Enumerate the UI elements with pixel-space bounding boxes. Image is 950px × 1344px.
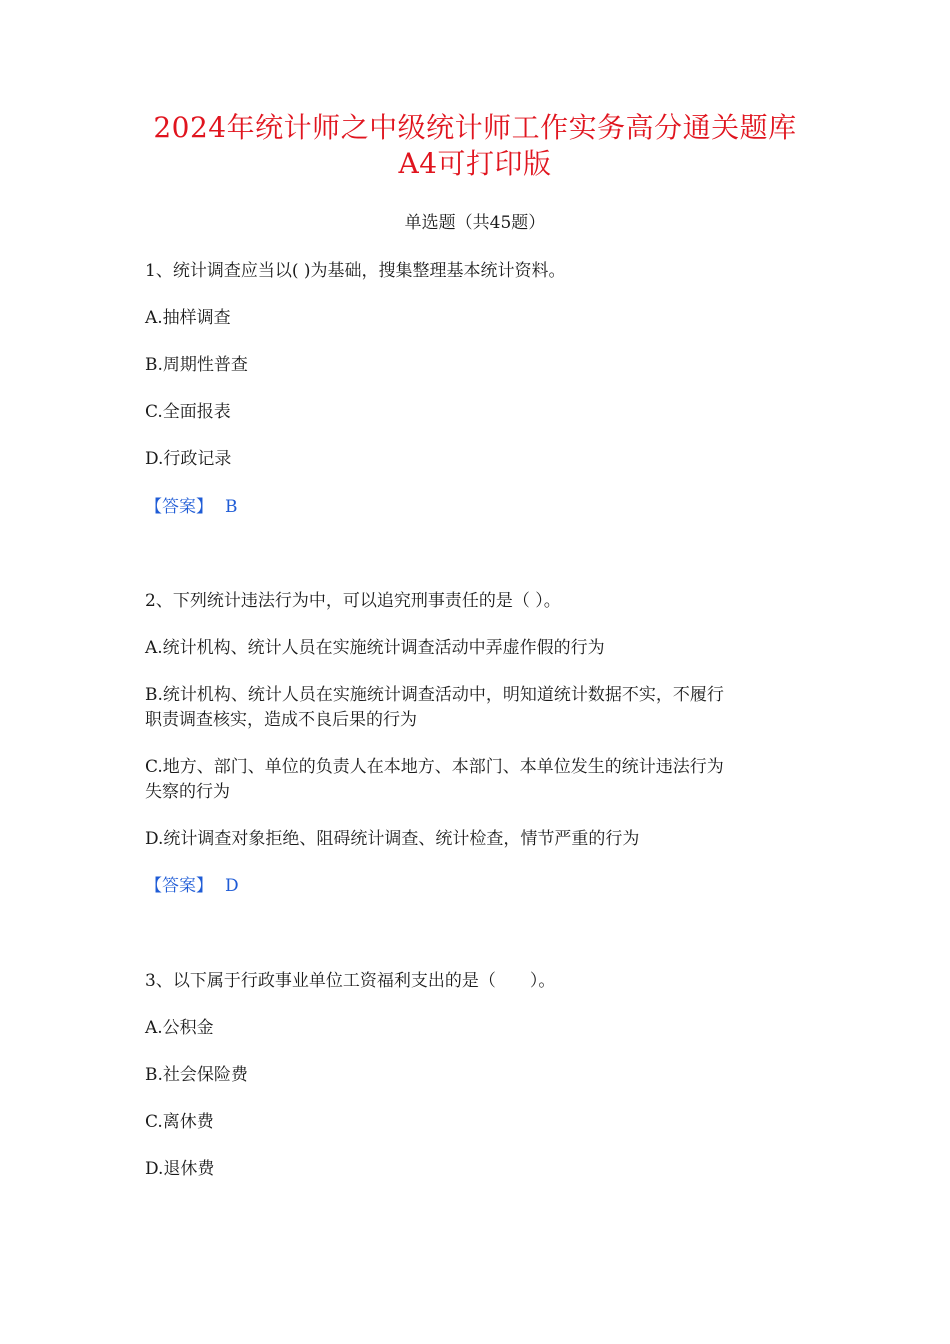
question-1-option-d: D.行政记录: [145, 449, 232, 469]
question-1-option-a: A.抽样调查: [145, 308, 231, 328]
answer-value: D: [225, 876, 239, 896]
section-header: 单选题（共45题）: [404, 213, 546, 233]
question-3-option-b: B.社会保险费: [145, 1065, 248, 1085]
answer-label: 【答案】: [145, 876, 213, 896]
answer-value: B: [225, 497, 238, 517]
question-2-answer: [145, 873, 810, 899]
question-1-option-c: C.全面报表: [145, 402, 231, 422]
question-3-stem: 3、以下属于行政事业单位工资福利支出的是（ ）。: [145, 971, 556, 991]
question-1-stem: 1、统计调查应当以( )为基础，搜集整理基本统计资料。: [145, 261, 566, 281]
question-2-stem: 2、下列统计违法行为中，可以追究刑事责任的是（ ）。: [145, 591, 561, 611]
question-1-answer: [145, 494, 810, 520]
document-title-line2: A4可打印版: [398, 147, 552, 180]
question-2-option-b-line1: B.统计机构、统计人员在实施统计调查活动中，明知道统计数据不实，不履行: [145, 685, 724, 705]
question-2-option-c-line2: 失察的行为: [145, 782, 230, 802]
question-2-option-a: A.统计机构、统计人员在实施统计调查活动中弄虚作假的行为: [145, 638, 605, 658]
question-2-option-b-line2: 职责调查核实，造成不良后果的行为: [145, 710, 417, 730]
question-2-option-c-line1: C.地方、部门、单位的负责人在本地方、本部门、本单位发生的统计违法行为: [145, 757, 724, 777]
question-1-option-b: B.周期性普查: [145, 355, 248, 375]
document-title-line1: 2024年统计师之中级统计师工作实务高分通关题库: [153, 111, 797, 144]
question-3-option-a: A.公积金: [145, 1018, 214, 1038]
question-2-option-d: D.统计调查对象拒绝、阻碍统计调查、统计检查，情节严重的行为: [145, 829, 640, 849]
question-3-option-c: C.离休费: [145, 1112, 214, 1132]
answer-label: 【答案】: [145, 497, 213, 517]
question-3-option-d: D.退休费: [145, 1159, 215, 1179]
